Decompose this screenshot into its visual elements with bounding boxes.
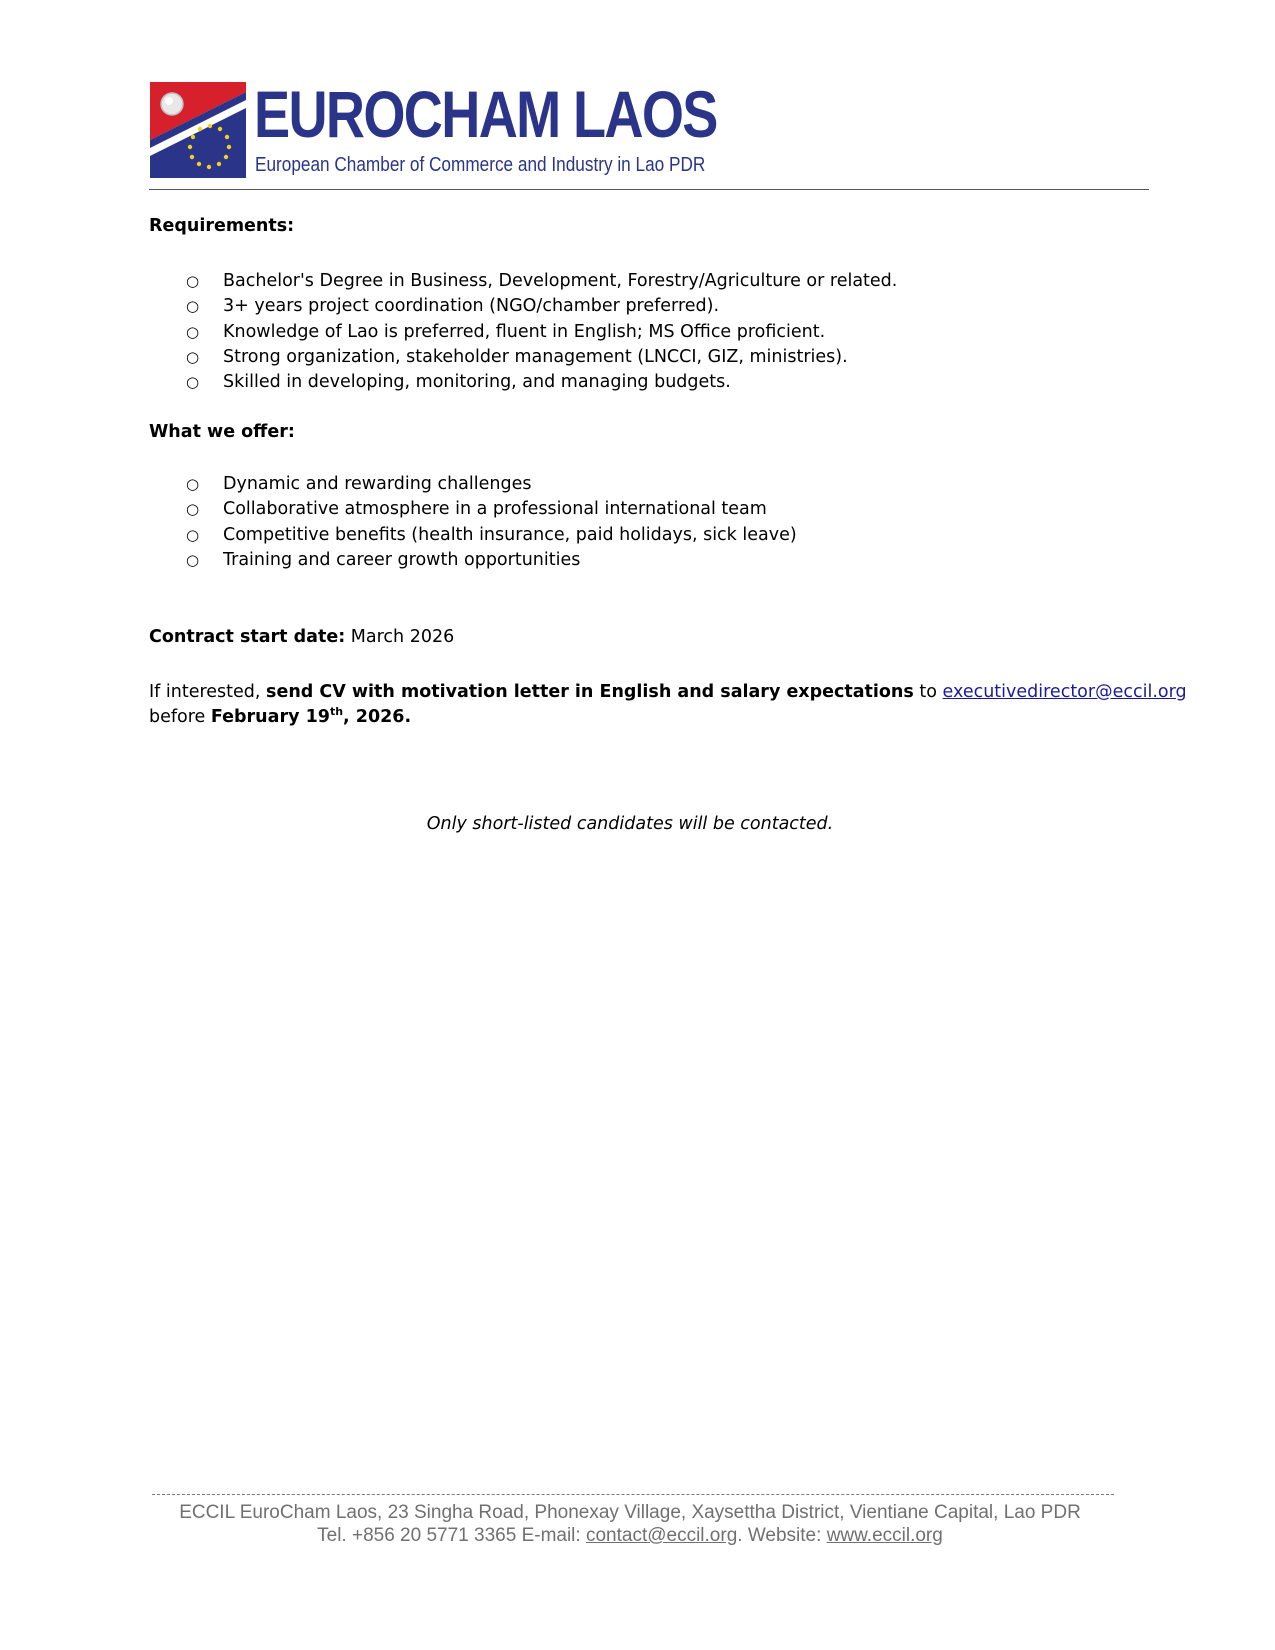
requirements-heading: Requirements:: [149, 216, 295, 236]
footer-website-link[interactable]: www.eccil.org: [826, 1525, 943, 1546]
circle-bullet-icon: ○: [186, 500, 200, 519]
requirement-text: Skilled in developing, monitoring, and managing budgets.: [223, 372, 731, 393]
circle-bullet-icon: ○: [186, 272, 200, 290]
deadline-before-label: before: [149, 707, 206, 727]
circle-bullet-icon: ○: [186, 373, 200, 392]
offer-text: Collaborative atmosphere in a professional international team: [223, 499, 767, 520]
requirement-text: 3+ years project coordination (NGO/chamber preferred).: [223, 296, 720, 317]
circle-bullet-icon: ○: [186, 525, 200, 544]
deadline-day: February 19: [210, 707, 330, 727]
deadline-date: [211, 707, 411, 727]
deadline-ordinal: th: [329, 705, 344, 718]
application-line: [149, 680, 1187, 705]
requirement-text: Strong organization, stakeholder management (LNCCI, GIZ, ministries).: [223, 346, 848, 367]
contract-start-value: March 2026: [350, 627, 455, 647]
footer-contact-line: [0, 1525, 1260, 1547]
footer-website-label: . Website:: [737, 1525, 822, 1546]
circle-bullet-icon: ○: [186, 322, 200, 341]
logo-subtitle: European Chamber of Commerce and Industry in Lao PDR: [255, 154, 706, 176]
deadline-year: , 2026.: [343, 707, 412, 727]
header-divider: [149, 189, 1149, 190]
contract-start-label: Contract start date:: [149, 627, 346, 647]
eurocham-emblem-icon: [150, 82, 246, 178]
circle-bullet-icon: ○: [186, 347, 200, 366]
eurocham-logo: [150, 77, 717, 182]
deadline-line: [149, 705, 411, 730]
requirement-text: Knowledge of Lao is preferred, fluent in English; MS Office proficient.: [223, 321, 826, 342]
logo-title: EUROCHAM LAOS: [254, 77, 717, 151]
offer-text: Competitive benefits (health insurance, paid holidays, sick leave): [223, 524, 797, 545]
circle-bullet-icon: ○: [186, 475, 200, 493]
circle-bullet-icon: ○: [186, 297, 200, 316]
application-instruction: send CV with motivation letter in English and salary expectations: [266, 682, 914, 702]
contract-start-line: [149, 625, 454, 650]
requirement-text: Bachelor's Degree in Business, Development, Forestry/Agriculture or related.: [223, 271, 898, 291]
offer-heading: What we offer:: [149, 422, 295, 442]
application-prefix: If interested,: [149, 682, 261, 702]
executive-director-email-link[interactable]: executivedirector@eccil.org: [942, 682, 1187, 702]
circle-bullet-icon: ○: [186, 550, 200, 569]
offer-text: Dynamic and rewarding challenges: [223, 474, 532, 494]
application-connector: to: [919, 682, 937, 702]
footer-tel: Tel. +856 20 5771 3365 E-mail:: [317, 1525, 581, 1546]
footer-divider: [152, 1494, 1114, 1495]
footer-email-link[interactable]: contact@eccil.org: [585, 1525, 738, 1546]
shortlist-note: Only short-listed candidates will be contacted.: [426, 814, 834, 834]
offer-text: Training and career growth opportunities: [223, 549, 581, 570]
footer-address: ECCIL EuroCham Laos, 23 Singha Road, Phonexay Village, Xaysettha District, Vientiane Capital, Lao PDR: [179, 1502, 1081, 1523]
